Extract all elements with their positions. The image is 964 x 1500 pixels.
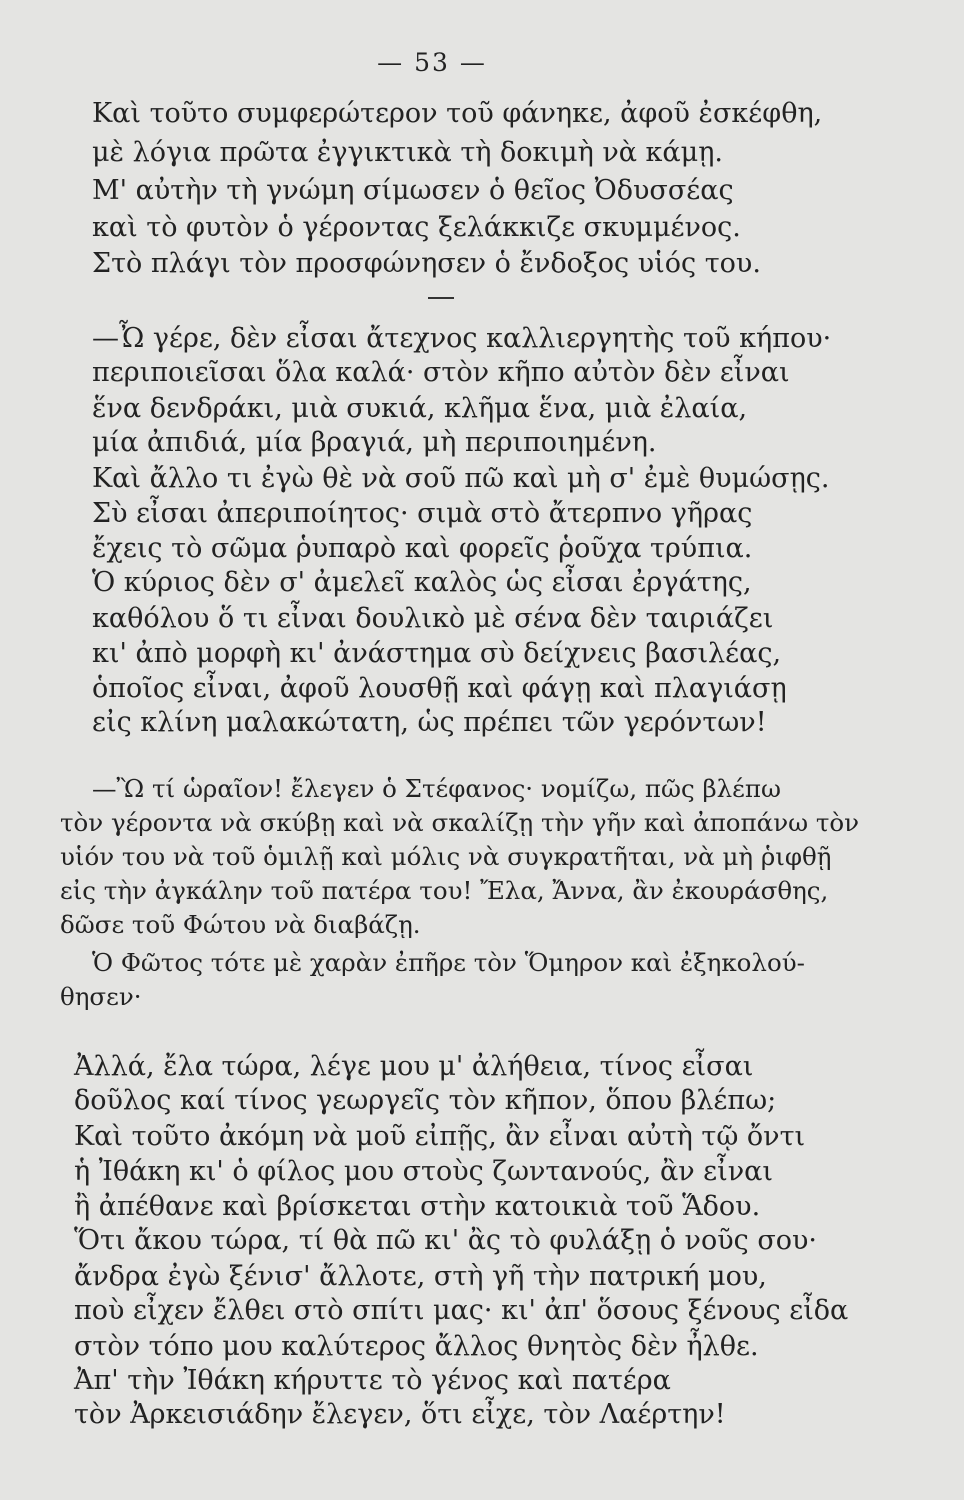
- text-line: Καὶ τοῦτο συμφερώτερον τοῦ φάνηκε, ἀφοῦ ἐσκέφθη,: [92, 98, 823, 129]
- text-line: δοῦλος καί τίνος γεωργεῖς τὸν κῆπον, ὅπου βλέπω;: [74, 1085, 777, 1116]
- text-line: ἕνα δενδράκι, μιὰ συκιά, κλῆμα ἕνα, μιὰ ἐλαία,: [92, 393, 748, 424]
- text-line: θησεν·: [60, 982, 142, 1011]
- text-line: ὁποῖος εἶναι, ἀφοῦ λουσθῇ καὶ φάγῃ καὶ πλαγιάσῃ: [92, 673, 787, 704]
- text-line: καθόλου ὅ τι εἶναι δουλικὸ μὲ σένα δὲν ταιριάζει: [92, 603, 774, 634]
- text-line: περιποιεῖσαι ὅλα καλά· στὸν κῆπο αὐτὸν δὲν εἶναι: [92, 357, 790, 388]
- text-line: ἄνδρα ἐγὼ ξένισ' ἄλλοτε, στὴ γῆ τὴν πατρική μου,: [74, 1261, 767, 1292]
- text-line: Ὁ κύριος δὲν σ' ἀμελεῖ καλὸς ὡς εἶσαι ἐργάτης,: [92, 567, 752, 598]
- text-line: εἰς κλίνη μαλακώτατη, ὡς πρέπει τῶν γερόντων!: [92, 707, 767, 738]
- text-line: —Ὢ τί ὡραῖον! ἔλεγεν ὁ Στέφανος· νομίζω, πῶς βλέπω: [92, 774, 781, 803]
- text-line: ἡ Ἰθάκη κι' ὁ φίλος μου στοὺς ζωντανούς, ἂν εἶναι: [74, 1156, 773, 1187]
- text-line: υἱόν του νὰ τοῦ ὁμιλῇ καὶ μόλις νὰ συγκρατῆται, νὰ μὴ ῥιφθῇ: [60, 842, 832, 871]
- page-number: — 53 —: [377, 48, 487, 77]
- text-line: καὶ τὸ φυτὸν ὁ γέροντας ξελάκκιζε σκυμμένος.: [92, 212, 741, 243]
- text-line: Ὅτι ἄκου τώρα, τί θὰ πῶ κι' ἂς τὸ φυλάξῃ ὁ νοῦς σου·: [74, 1225, 818, 1256]
- text-line: Στὸ πλάγι τὸν προσφώνησεν ὁ ἔνδοξος υἱός του.: [92, 248, 761, 279]
- text-line: —Ὦ γέρε, δὲν εἶσαι ἄτεχνος καλλιεργητὴς τοῦ κήπου·: [92, 323, 832, 354]
- text-line: Ὁ Φῶτος τότε μὲ χαρὰν ἐπῆρε τὸν Ὅμηρον καὶ ἐξηκολού-: [92, 948, 805, 977]
- text-line: ποὺ εἶχεν ἔλθει στὸ σπίτι μας· κι' ἀπ' ὅσους ξένους εἶδα: [74, 1295, 849, 1326]
- text-line: Ἀπ' τὴν Ἰθάκη κήρυττε τὸ γένος καὶ πατέρα: [74, 1365, 671, 1396]
- text-line: Ἀλλά, ἔλα τώρα, λέγε μου μ' ἀλήθεια, τίνος εἶσαι: [74, 1051, 754, 1082]
- text-line: τὸν γέροντα νὰ σκύβῃ καὶ νὰ σκαλίζῃ τὴν γῆν καὶ ἀποπάνω τὸν: [60, 808, 860, 837]
- section-dash: [428, 297, 454, 299]
- text-line: εἰς τὴν ἀγκάλην τοῦ πατέρα του! Ἔλα, Ἄννα, ἂν ἐκουράσθης,: [60, 876, 829, 905]
- text-line: μία ἀπιδιά, μία βραγιά, μὴ περιποιημένη.: [92, 427, 657, 458]
- text-line: κι' ἀπὸ μορφὴ κι' ἀνάστημα σὺ δείχνεις βασιλέας,: [92, 638, 782, 669]
- text-line: Καὶ ἄλλο τι ἐγὼ θὲ νὰ σοῦ πῶ καὶ μὴ σ' ἐμὲ θυμώσῃς.: [92, 463, 830, 494]
- text-line: ἔχεις τὸ σῶμα ῥυπαρὸ καὶ φορεῖς ῥοῦχα τρύπια.: [92, 533, 753, 564]
- text-line: Σὺ εἶσαι ἀπεριποίητος· σιμὰ στὸ ἄτερπνο γῆρας: [92, 498, 753, 529]
- text-line: μὲ λόγια πρῶτα ἐγγικτικὰ τὴ δοκιμὴ νὰ κάμῃ.: [92, 137, 723, 168]
- text-line: ἢ ἀπέθανε καὶ βρίσκεται στὴν κατοικιὰ τοῦ Ἅδου.: [74, 1191, 761, 1222]
- text-line: τὸν Ἀρκεισιάδην ἔλεγεν, ὅτι εἶχε, τὸν Λαέρτην!: [74, 1399, 726, 1430]
- text-line: Μ' αὐτὴν τὴ γνώμη σίμωσεν ὁ θεῖος Ὀδυσσέας: [92, 175, 734, 206]
- text-line: στὸν τόπο μου καλύτερος ἄλλος θνητὸς δὲν ἦλθε.: [74, 1331, 759, 1362]
- text-line: δῶσε τοῦ Φώτου νὰ διαβάζῃ.: [60, 910, 421, 939]
- text-line: Καὶ τοῦτο ἀκόμη νὰ μοῦ εἰπῇς, ἂν εἶναι αὐτὴ τῷ ὄντι: [74, 1121, 806, 1152]
